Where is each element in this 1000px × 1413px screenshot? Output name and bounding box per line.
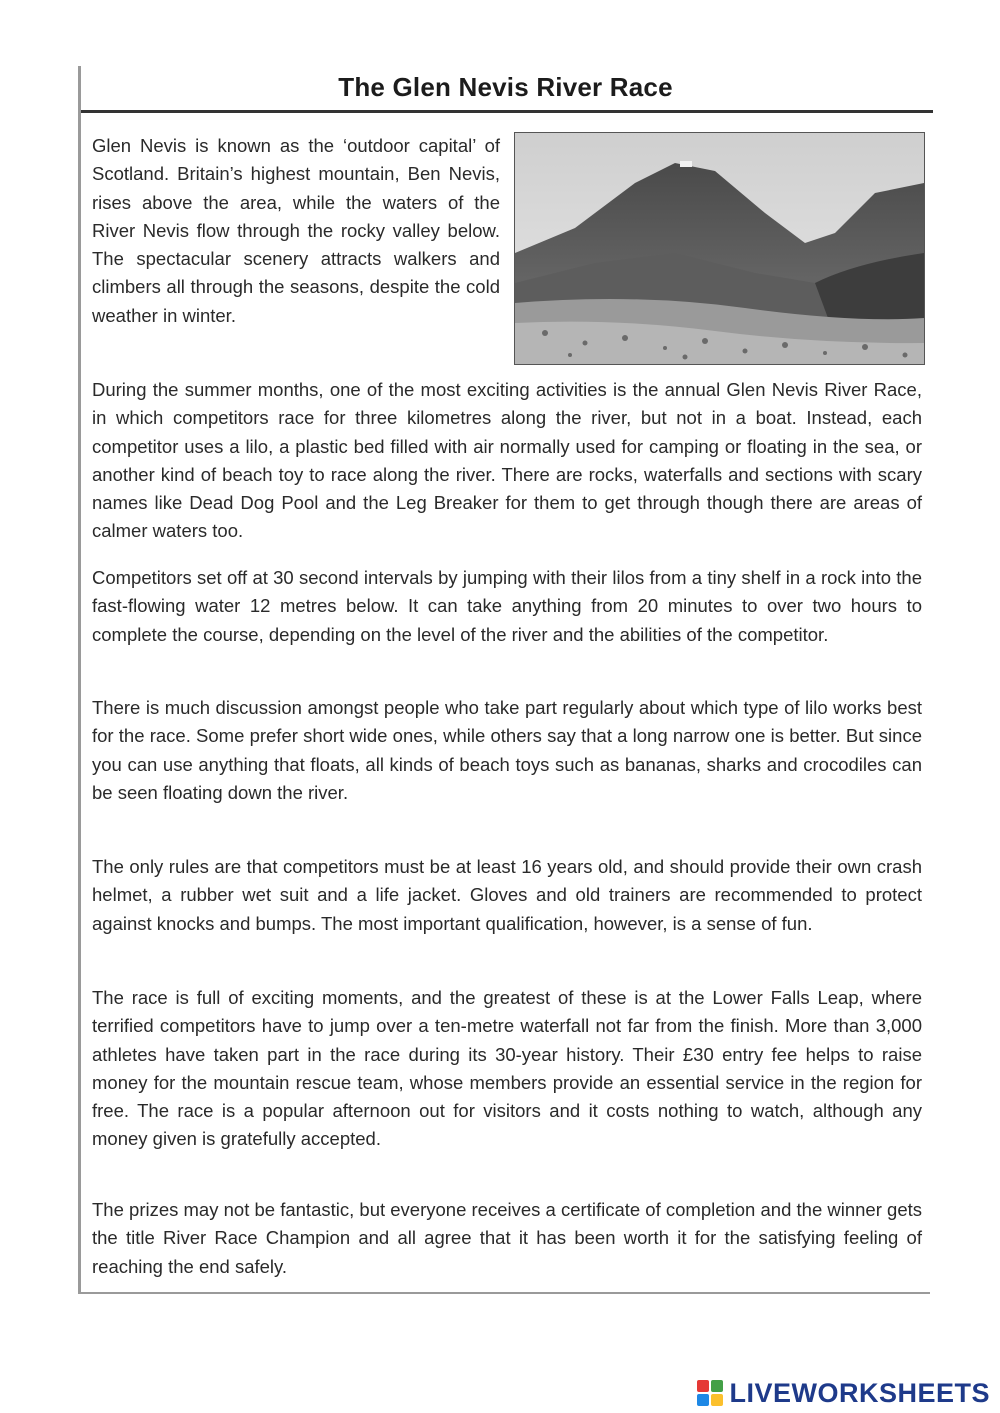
paragraph-5: The only rules are that competitors must be at least 16 years old, and should provide their own crash helmet, a rubber wet suit and a life jacket. Gloves and old trainers are recommended to protect against knocks and bumps. The most important qualification, however, is a sense of fun. bbox=[92, 856, 922, 934]
worksheet-page bbox=[78, 66, 930, 1294]
paragraph-1: Glen Nevis is known as the ‘outdoor capital’ of Scotland. Britain’s highest mountain, Ben Nevis, rises above the area, while the waters of the River Nevis flow through the rocky valley below. The spectacular scenery attracts walkers and climbers all through the seasons, despite the cold weather in winter. bbox=[92, 135, 500, 326]
paragraph-3: Competitors set off at 30 second intervals by jumping with their lilos from a tiny shelf in a rock into the fast-flowing water 12 metres below. It can take anything from 20 minutes to over two hours to complete the course, depending on the level of the river and the abilities of the competitor. bbox=[92, 567, 922, 645]
mountain-river-photo bbox=[514, 132, 925, 365]
paragraph-7: The prizes may not be fantastic, but everyone receives a certificate of completion and the winner gets the title River Race Champion and all agree that it has been worth it for the satisfying feeling of reaching the end safely. bbox=[92, 1199, 922, 1277]
liveworksheets-wordmark: LIVEWORKSHEETS bbox=[729, 1377, 990, 1408]
liveworksheets-branding[interactable] bbox=[697, 1376, 990, 1410]
paragraph-4: There is much discussion amongst people who take part regularly about which type of lilo works best for the race. Some prefer short wide ones, while others say that a long narrow one is better. But since you can use anything that floats, all kinds of beach toys such as bananas, sharks and crocodiles can be seen floating down the river. bbox=[92, 697, 922, 803]
paragraph-6: The race is full of exciting moments, and the greatest of these is at the Lower Falls Leap, where terrified competitors have to jump over a ten-metre waterfall not far from the finish. More than 3,000 athletes have taken part in the race during its 30-year history. Their £30 entry fee helps to raise money for the mountain rescue team, whose members provide an essential service in the region for free. The race is a popular afternoon out for visitors and it costs nothing to watch, although any money given is gratefully accepted. bbox=[92, 987, 922, 1150]
paragraph-2: During the summer months, one of the most exciting activities is the annual Glen Nevis River Race, in which competitors race for three kilometres along the river, but not in a boat. Instead, each competitor uses a lilo, a plastic bed filled with air normally used for camping or floating in the sea, or another kind of beach toy to race along the river. There are rocks, waterfalls and sections with scary names like Dead Dog Pool and the Leg Breaker for them to get through though there are areas of calmer waters too. bbox=[92, 379, 922, 542]
article-title: The Glen Nevis River Race bbox=[338, 72, 673, 102]
title-divider bbox=[81, 110, 933, 113]
liveworksheets-logo-icon bbox=[697, 1380, 723, 1406]
